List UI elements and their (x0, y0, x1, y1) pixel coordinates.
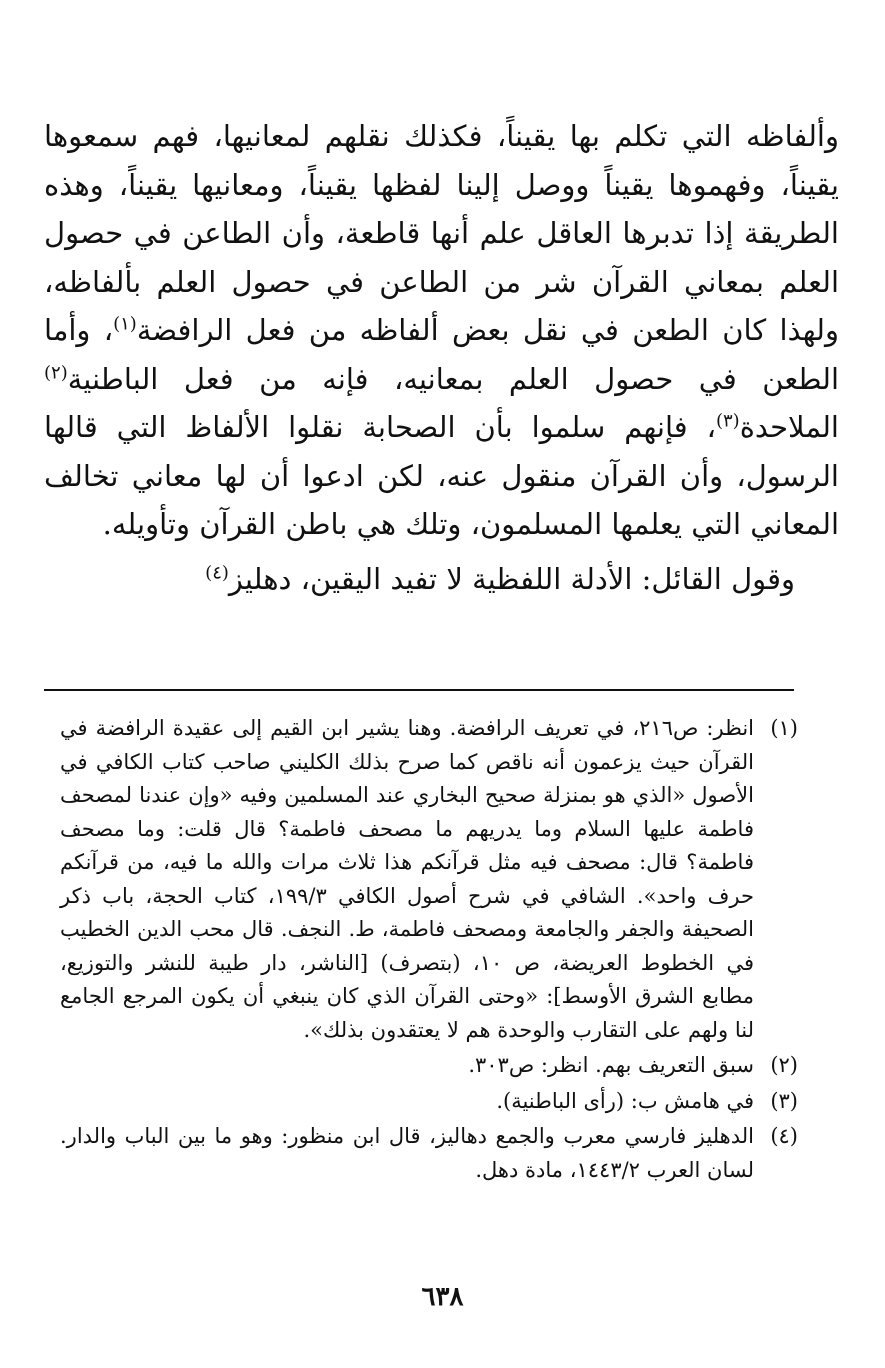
paragraph-text: وألفاظه التي تكلم بها يقيناً، فكذلك نقلهم لمعانيها، فهم سمعوها يقيناً، وفهموها يقيناً ووصل إلينا لفظها يقيناً، ومعانيها يقيناً، وهذه الطريقة إذا تدبرها العاقل علم أنها قاطعة، وأن الطاعن في حصول العلم بمعاني القرآن شر من الطاعن في حصول العلم بألفاظه، ولهذا كان الطعن في نقل بعض ألفاظه من فعل الرافضة (44, 119, 839, 347)
footnote-text: انظر: ص٢١٦، في تعريف الرافضة. وهنا يشير ابن القيم إلى عقيدة الرافضة في القرآن حيث يزعمون أنه ناقص كما صرح بذلك الكليني صاحب كتاب الكافي في الأصول «الذي هو بمنزلة صحيح البخاري عند المسلمين وفيه «وإن عندنا لمصحف فاطمة عليها السلام وما يدريهم ما مصحف فاطمة؟ قال قلت: وما مصحف فاطمة؟ قال: مصحف فيه مثل قرآنكم هذا ثلاث مرات والله ما فيه، من قرآنكم حرف واحد». الشافي في شرح أصول الكافي ١٩٩/٣، كتاب الحجة، باب ذكر الصحيفة والجفر والجامعة ومصحف فاطمة، ط. النجف. قال محب الدين الخطيب في الخطوط العريضة، ص ١٠، (بتصرف) [الناشر، دار طيبة للنشر والتوزيع، مطابع الشرق الأوسط]: «وحتى القرآن الذي كان ينبغي أن يكون المرجع الجامع لنا ولهم على التقارب والوحدة هم لا يعتقدون بذلك». (60, 716, 754, 1042)
paragraph-text: الملاحدة (739, 410, 839, 444)
footnote-number: (١) (770, 716, 798, 740)
footnote-number: (٢) (770, 1053, 798, 1077)
paragraph-text: ، وأما الطعن في حصول العلم بمعانيه، فإنه من فعل الباطنية (44, 313, 839, 396)
paragraph-text: وقول القائل: الأدلة اللفظية لا تفيد اليقين، دهليز (228, 561, 795, 596)
footnote-item (60, 1120, 798, 1187)
page-number: ٦٣٨ (421, 1282, 464, 1312)
footnote-separator (44, 689, 794, 691)
main-paragraph (44, 112, 839, 549)
footnote-text: الدهليز فارسي معرب والجمع دهاليز، قال ابن منظور: وهو ما بين الباب والدار. لسان العرب ١٤٤٣/٢، مادة دهل. (60, 1124, 754, 1182)
footnote-item (60, 1049, 798, 1083)
footnotes-list (60, 712, 798, 1189)
footnote-number: (٣) (770, 1088, 798, 1113)
main-text (44, 112, 839, 603)
footnote-number: (٤) (770, 1124, 798, 1148)
paragraph-text: ، فإنهم سلموا بأن الصحابة نقلوا الألفاظ التي قالها الرسول، وأن القرآن منقول عنه، لكن ادعوا أن لها معاني تخالف المعاني التي يعلمها المسلمون، وتلك هي باطن القرآن وتأويله. (44, 410, 839, 541)
footnote-text: سبق التعريف بهم. انظر: ص٣٠٣. (468, 1053, 754, 1077)
footnote-reference: (٢) (44, 361, 68, 383)
footnote-item (60, 712, 798, 1047)
main-paragraph (44, 555, 839, 604)
footnote-reference: (١) (113, 313, 137, 335)
footnote-item (60, 1085, 798, 1119)
footnote-text: في هامش ب: (رأى الباطنية). (496, 1088, 754, 1113)
footnote-reference: (٤) (205, 561, 229, 583)
footnote-reference: (٣) (715, 410, 740, 432)
